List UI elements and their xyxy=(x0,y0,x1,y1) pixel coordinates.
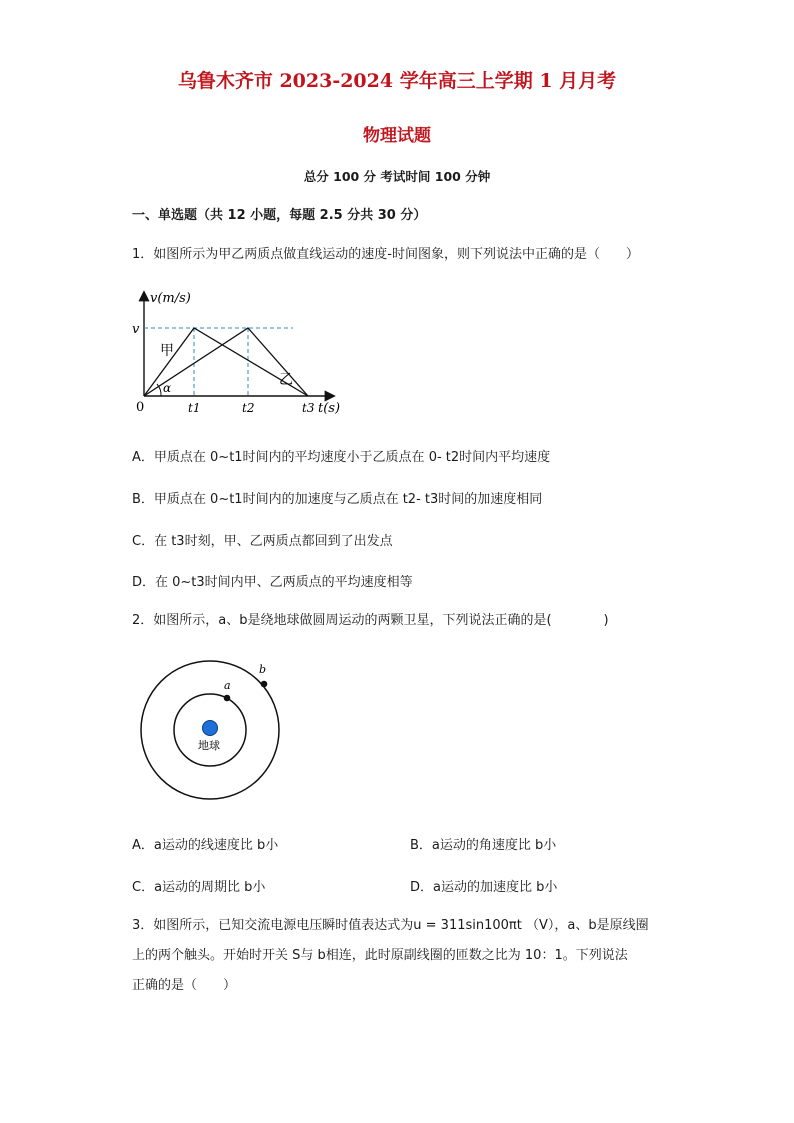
q3-line-2: 上的两个触头。开始时开关 S与 b相连，此时原副线圈的匝数之比为 10：1。下列说法 xyxy=(132,948,628,963)
q1-option-c: C．在 t3时刻，甲、乙两质点都回到了出发点 xyxy=(132,534,393,549)
q2-option-b: B．a运动的角速度比 b小 xyxy=(410,838,557,853)
earth-label: 地球 xyxy=(198,739,220,752)
q1-option-d: D．在 0~t3时间内甲、乙两质点的平均速度相等 xyxy=(132,575,413,590)
q2-stem: 2．如图所示，a、b是绕地球做圆周运动的两颗卫星，下列说法正确的是( ) xyxy=(132,613,609,628)
v-label: v xyxy=(132,322,140,337)
q1-option-b: B．甲质点在 0~t1时间内的加速度与乙质点在 t2- t3时间的加速度相同 xyxy=(132,492,543,507)
origin-label: 0 xyxy=(136,400,145,415)
y-axis-label: v(m/s) xyxy=(150,291,191,306)
t3-label: t3 xyxy=(302,401,315,415)
q1-option-a: A．甲质点在 0~t1时间内的平均速度小于乙质点在 0- t2时间内平均速度 xyxy=(132,450,551,465)
page-title: 乌鲁木齐市 2023-2024 学年高三上学期 1 月月考 xyxy=(177,70,617,92)
exam-meta: 总分 100 分 考试时间 100 分钟 xyxy=(303,169,491,184)
alpha-label: α xyxy=(163,381,172,395)
satellite-b xyxy=(261,681,268,688)
t2-label: t2 xyxy=(242,401,255,415)
satellite-b-label: b xyxy=(259,663,267,676)
x-axis-label: t(s) xyxy=(318,401,341,416)
q2-option-d: D．a运动的加速度比 b小 xyxy=(410,880,558,895)
q2-option-c: C．a运动的周期比 b小 xyxy=(132,880,266,895)
q1-stem: 1．如图所示为甲乙两质点做直线运动的速度-时间图象，则下列说法中正确的是（ ） xyxy=(132,247,639,262)
yi-label: 乙 xyxy=(279,372,293,388)
satellite-a xyxy=(224,695,231,702)
section-heading: 一、单选题（共 12 小题，每题 2.5 分共 30 分） xyxy=(132,208,427,223)
satellite-a-label: a xyxy=(224,679,231,692)
t1-label: t1 xyxy=(188,401,201,415)
jia-label: 甲 xyxy=(160,343,174,359)
q3-line-1: 3．如图所示，已知交流电源电压瞬时值表达式为u = 311sin100πt （V），a、b是原线圈 xyxy=(132,918,649,933)
q2-orbit-figure xyxy=(135,658,285,803)
q1-vt-graph xyxy=(128,283,348,418)
earth-icon xyxy=(203,721,218,736)
page-subtitle: 物理试题 xyxy=(363,126,431,146)
q3-line-3: 正确的是（ ） xyxy=(132,978,237,993)
q2-option-a: A．a运动的线速度比 b小 xyxy=(132,838,279,853)
